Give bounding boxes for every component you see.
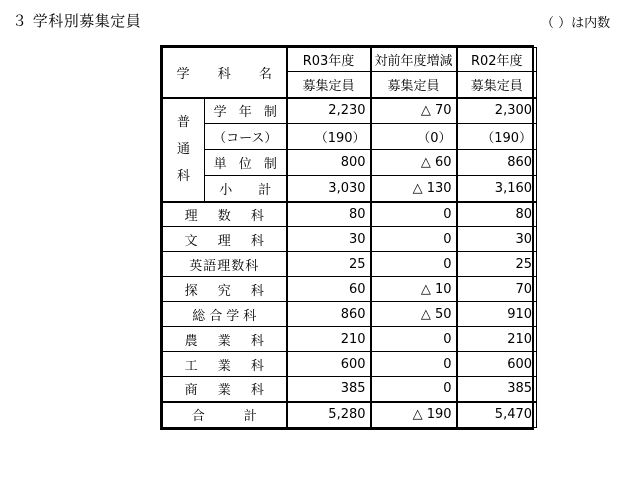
row-r02: 2,300 [457, 98, 537, 124]
page-title: ３ 学科別募集定員 [12, 12, 142, 30]
row-name: 英語理数科 [163, 252, 287, 277]
row-r02: （190） [457, 124, 537, 150]
row-r02: 600 [457, 352, 537, 377]
row-r03: 800 [287, 150, 371, 176]
row-name: 工 業 科 [163, 352, 287, 377]
row-r02: 385 [457, 377, 537, 402]
header-r02: R02年度 [457, 48, 537, 72]
row-name: 農 業 科 [163, 327, 287, 352]
row-change: 0 [371, 202, 457, 227]
row-name: 総合学科 [163, 302, 287, 327]
row-r03: 3,030 [287, 176, 371, 202]
table-row [163, 150, 537, 176]
row-change: 0 [371, 352, 457, 377]
header-change: 対前年度増減 [371, 48, 457, 72]
header-dept: 学 科 名 [163, 48, 287, 98]
row-change: △ 70 [371, 98, 457, 124]
row-change: △ 130 [371, 176, 457, 202]
row-r03: 860 [287, 302, 371, 327]
row-r02: 80 [457, 202, 537, 227]
row-r03: 30 [287, 227, 371, 252]
row-name: （コース） [205, 124, 287, 150]
table-row [163, 302, 537, 327]
row-r02: 3,160 [457, 176, 537, 202]
row-r03: 210 [287, 327, 371, 352]
table-row-total [163, 402, 537, 428]
row-r02: 860 [457, 150, 537, 176]
row-name: 文 理 科 [163, 227, 287, 252]
row-r03: 25 [287, 252, 371, 277]
row-r03: 80 [287, 202, 371, 227]
row-change: 0 [371, 377, 457, 402]
table-row [163, 377, 537, 402]
row-r03: 600 [287, 352, 371, 377]
row-change: （0） [371, 124, 457, 150]
row-change: △ 50 [371, 302, 457, 327]
row-name: 単 位 制 [205, 150, 287, 176]
table-row [163, 202, 537, 227]
row-r02: 30 [457, 227, 537, 252]
table-row [163, 252, 537, 277]
row-change: △ 60 [371, 150, 457, 176]
row-r02: 210 [457, 327, 537, 352]
table-row [163, 327, 537, 352]
row-name: 探 究 科 [163, 277, 287, 302]
row-change: 0 [371, 227, 457, 252]
row-r02: 25 [457, 252, 537, 277]
table-row-subtotal [163, 176, 537, 202]
header-r02-sub: 募集定員 [457, 72, 537, 98]
total-r02: 5,470 [457, 402, 537, 428]
enrollment-table [160, 45, 534, 430]
total-change: △ 190 [371, 402, 457, 428]
header-r03: R03年度 [287, 48, 371, 72]
general-label-char: 普 [176, 115, 190, 130]
table-row [163, 98, 537, 124]
row-r03: 60 [287, 277, 371, 302]
row-name: 学 年 制 [205, 98, 287, 124]
general-label-char: 科 [176, 169, 190, 184]
total-name: 合 計 [163, 402, 287, 428]
table-row [163, 227, 537, 252]
inner-count-note: （ ）は内数 [541, 16, 611, 31]
row-change: 0 [371, 252, 457, 277]
row-change: 0 [371, 327, 457, 352]
table-row [163, 352, 537, 377]
table-row [163, 277, 537, 302]
row-r03: （190） [287, 124, 371, 150]
header-r03-sub: 募集定員 [287, 72, 371, 98]
row-r02: 70 [457, 277, 537, 302]
row-r03: 385 [287, 377, 371, 402]
general-label-char: 通 [176, 142, 190, 157]
row-name: 商 業 科 [163, 377, 287, 402]
header-row-top [163, 48, 537, 72]
total-r03: 5,280 [287, 402, 371, 428]
table-row [163, 124, 537, 150]
row-name: 小 計 [205, 176, 287, 202]
header-change-sub: 募集定員 [371, 72, 457, 98]
row-r02: 910 [457, 302, 537, 327]
general-course-label [163, 98, 205, 202]
enrollment-table-grid [162, 47, 537, 428]
row-change: △ 10 [371, 277, 457, 302]
row-r03: 2,230 [287, 98, 371, 124]
row-name: 理 数 科 [163, 202, 287, 227]
